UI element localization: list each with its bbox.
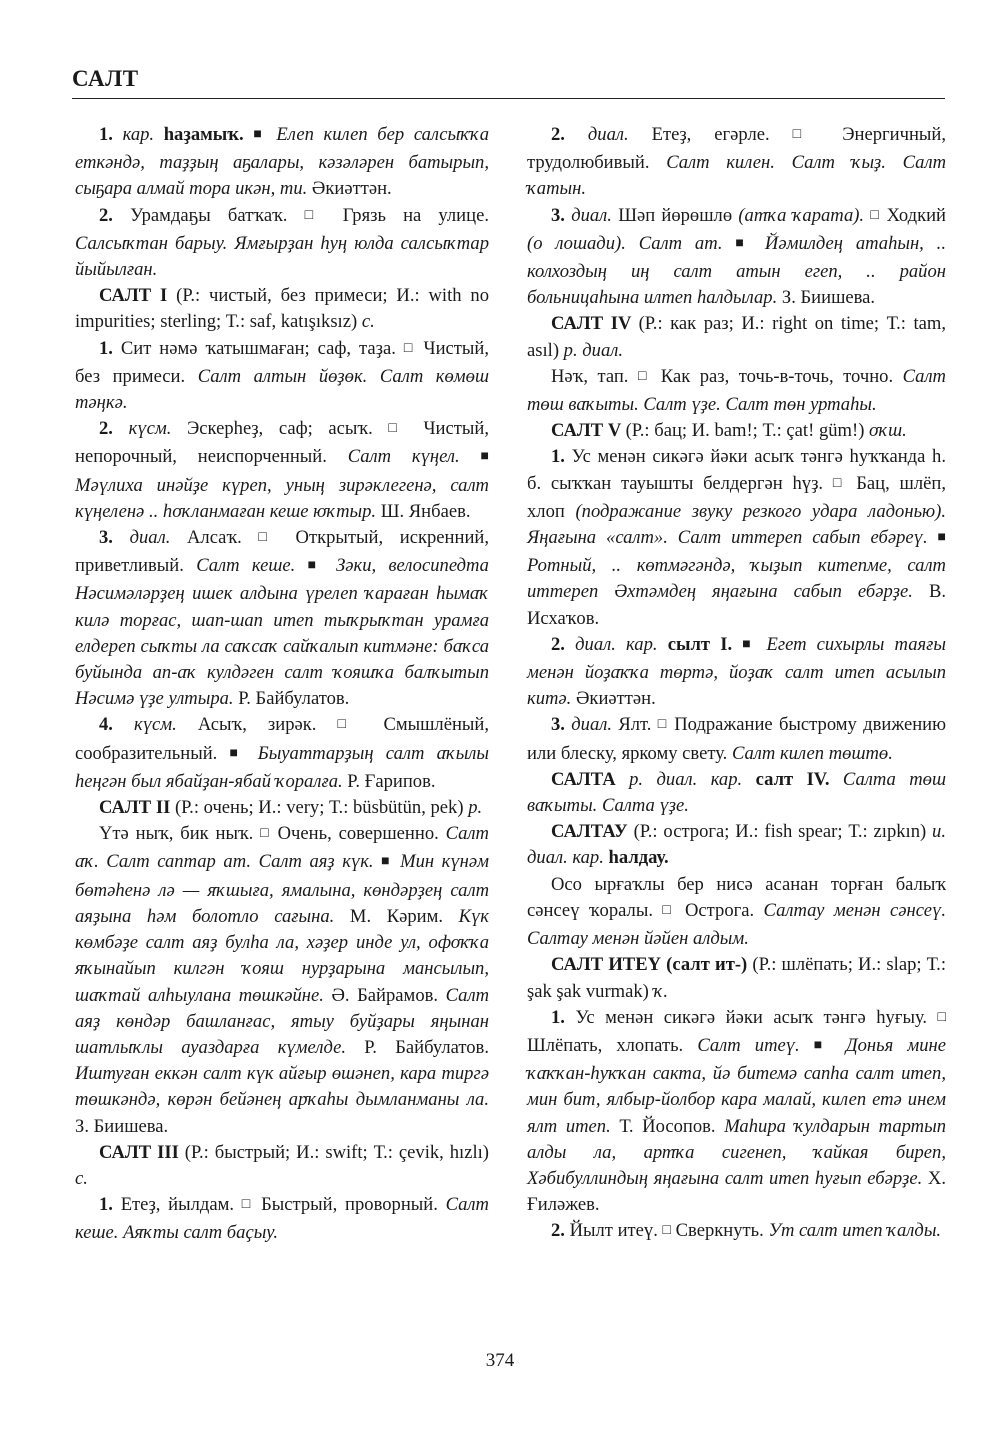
text-run: Салт аяҙ көндәр башланғас, ятыу буйҙары яңынан шатлыҡлы ауаздарға күмелде. <box>75 984 490 1058</box>
translation-marker: □ <box>662 902 676 918</box>
dictionary-paragraph <box>527 1218 946 1246</box>
text-run: Егет сихырлы таяғы менән йоҙаҡҡа төртә, йоҙаҡ салт итеп асылып китә. <box>527 633 946 710</box>
text-run: Ходкий <box>880 204 947 226</box>
text-run: Т. Йосопов. <box>619 1115 725 1137</box>
translation-marker: □ <box>241 1197 254 1213</box>
text-run: 1. <box>99 337 121 359</box>
text-run: 1. <box>551 446 572 468</box>
text-run: Салт килен. Салт ҡыҙ. Салт ҡатын. <box>527 152 946 200</box>
dictionary-paragraph <box>75 1140 489 1192</box>
text-run: Етеҙ, егәрле. <box>651 124 793 145</box>
text-run: Салсыҡтан барыу. Ямғырҙан һуң юлда салсыҡтар йыйылған. <box>75 232 489 281</box>
page-header <box>72 62 945 99</box>
text-run: В. Исхаҡов. <box>527 581 946 629</box>
text-run: САЛТАУ <box>551 821 634 843</box>
example-marker: ■ <box>381 854 393 870</box>
dictionary-paragraph <box>75 712 489 795</box>
text-run: Шәп йөрөшлө <box>618 204 739 226</box>
translation-marker: □ <box>832 475 847 491</box>
text-run: Чистый, непорочный, неиспорченный. <box>75 418 489 468</box>
dictionary-paragraph <box>75 1192 489 1246</box>
text-run: Маһира ҡулдарын тартып алды ла, артҡа сигенеп, ҡайкая биреп, Хәбибуллиндың яңағына салт итеп һуғып ебәрҙе. <box>527 1115 946 1189</box>
text-run: Острога. <box>675 899 764 921</box>
text-run: с. <box>75 1167 88 1189</box>
example-marker: ■ <box>742 636 757 652</box>
text-run: 2. <box>99 418 129 440</box>
text-run: Асыҡ, зирәк. <box>197 714 338 736</box>
page-number: 374 <box>485 1350 515 1371</box>
text-run: Р. Ғарипов. <box>347 770 436 792</box>
text-run: (о лошади). Салт ат. <box>527 232 736 254</box>
text-run: Донья мине ҡаҡҡан-һуҡҡан сакта, йә битемә сапһа салт итеп, мин бит, ялбыр-йолбор кара малай, килеп етә инем ялт итеп. <box>527 1034 946 1137</box>
text-run: Салт төш ваҡыты. Салт үҙе. Салт төн уртаһы. <box>527 365 946 416</box>
text-run: М. Кәрим. <box>349 905 459 927</box>
text-run: һаҙамыҡ. <box>163 124 254 145</box>
example-marker: ■ <box>253 127 267 142</box>
dictionary-paragraph <box>527 872 946 953</box>
dictionary-paragraph <box>75 336 489 417</box>
text-run: Салта төш ваҡыты. Салта үҙе. <box>527 768 947 817</box>
text-run: САЛТ III <box>99 1141 185 1163</box>
text-run: (Р.: очень; И.: very; Т.: büsbütün, pek) <box>174 797 469 819</box>
text-run: Ус менән сикәгә йәки асыҡ тәнгә һуҡҡанда һ. б. сыҡҡан тауышты белдергән һүҙ. <box>527 446 947 494</box>
translation-marker: □ <box>657 717 668 733</box>
text-run: р. диал. кар. <box>629 768 756 790</box>
text-run: Үтә ныҡ, бик ныҡ. <box>99 823 261 845</box>
text-run: (Р.: бац; И. bam!; Т.: çat! güm!) <box>625 420 870 442</box>
text-run: диал. <box>571 714 619 736</box>
text-run: оҡш. <box>869 420 907 442</box>
text-run: 2. <box>551 633 576 655</box>
text-run: Ялт. <box>618 714 658 736</box>
right-column <box>527 122 946 1247</box>
text-run: 1. <box>551 1006 576 1028</box>
text-run: Бац, шлёп, хлоп <box>527 472 946 522</box>
text-run: САЛТ ИТЕҮ (салт ит-) <box>551 954 753 976</box>
text-run: 1. <box>99 124 123 145</box>
text-run: (Р.: острога; И.: fish spear; Т.: zıpkın) <box>633 821 933 843</box>
text-run: р. <box>468 797 483 819</box>
text-run: 3. <box>551 714 572 736</box>
text-run: (Р.: чистый, без примеси; И.: with no impurities; sterling; Т.: saf, katışıksız) <box>75 285 489 333</box>
text-run: (Р.: шлёпать; И.: slap; Т.: şak şak vurmak) <box>527 954 946 1002</box>
text-run: диал. кар. <box>575 633 668 655</box>
dictionary-paragraph <box>527 952 946 1004</box>
text-run: Ә. Байрамов. <box>331 984 446 1006</box>
translation-marker: □ <box>662 1223 671 1239</box>
dictionary-paragraph <box>527 444 946 631</box>
translation-marker: □ <box>937 1009 946 1025</box>
example-marker: ■ <box>480 449 489 465</box>
text-run: Салт итеү. <box>697 1034 814 1056</box>
text-run: Салтау менән сәнсеү. Салтау менән йәйен алдым. <box>527 899 946 950</box>
left-column <box>75 122 489 1247</box>
text-run: Эскерһеҙ, саф; асыҡ. <box>187 418 389 440</box>
text-run: и. диал. кар. <box>527 821 946 869</box>
dictionary-paragraph <box>75 525 489 712</box>
text-run: Салт аҡ. Салт саптар ат. Салт аяҙ күк. <box>75 823 489 873</box>
translation-marker: □ <box>792 127 820 142</box>
dictionary-paragraph <box>527 418 946 444</box>
text-run: Ус менән сикәгә йәки асыҡ тәнгә һуғыу. <box>575 1006 938 1028</box>
text-run: 2. <box>99 204 131 226</box>
text-run: (атҡа ҡарата). <box>738 204 871 226</box>
text-run: салт IV. <box>755 768 843 790</box>
text-run: З. Биишева. <box>781 287 876 309</box>
text-run: диал. <box>571 204 619 226</box>
text-run: Ротный, .. көтмәгәндә, ҡыҙып китепме, салт иттереп Әхтәмдең яңағына сабып ебәрҙе. <box>527 555 946 603</box>
text-run: (Р.: как раз; И.: right on time; Т.: tam, asıl) <box>527 313 946 361</box>
text-run: Х. Ғиләжев. <box>527 1167 946 1216</box>
text-run: Смышлёный, сообразительный. <box>75 714 490 764</box>
translation-marker: □ <box>337 717 363 733</box>
text-run: 2. <box>551 124 588 145</box>
text-run: диал. <box>129 527 187 549</box>
text-run: Осо ырғаҡлы бер нисә асанан торған балыҡ сәнсеү ҡоралы. <box>527 873 946 921</box>
text-run: Әкиәттән. <box>575 688 656 710</box>
text-run: Чистый, без примеси. <box>75 337 490 387</box>
dictionary-paragraph <box>527 632 946 713</box>
text-run: күсм. <box>134 714 198 736</box>
translation-marker: □ <box>388 421 408 437</box>
dictionary-paragraph <box>527 203 946 312</box>
dictionary-paragraph <box>75 795 489 821</box>
dictionary-paragraph <box>527 122 946 203</box>
text-run: САЛТ IV <box>551 313 639 335</box>
text-run: Открытый, искренний, приветливый. <box>75 527 489 577</box>
example-marker: ■ <box>813 1037 832 1053</box>
text-run: Сит нәмә ҡатышмаған; саф, таҙа. <box>120 337 404 359</box>
text-run: Иштуған еккән салт күк айғыр өшәнеп, кара тиргә төшкәндә, көрән бейәнең арҡаһы дымланманы ла. <box>75 1063 489 1111</box>
dictionary-paragraph <box>75 416 489 525</box>
dictionary-paragraph <box>75 821 489 1139</box>
dictionary-paragraph <box>527 1005 946 1219</box>
text-run: Салт килеп төштө. <box>731 742 893 764</box>
text-run: САЛТ V <box>551 420 626 442</box>
text-run: Салт күңел. <box>347 446 481 468</box>
text-run: Елеп килеп бер салсыҡҡа еткәндә, таҙҙың аҕалары, кәзәләрен батырып, сыҕара алмай тора икән, ти. <box>75 124 489 200</box>
text-run: Мәүлиха инәйҙе күреп, уның зирәклегенә, салт күңеленә .. һоҡланмаған кеше юҡтыр. <box>75 474 489 522</box>
text-run: ҡ. <box>653 980 668 1002</box>
text-run: һалдау. <box>608 847 669 869</box>
text-run: р. диал. <box>563 339 624 361</box>
text-run: Быстрый, проворный. <box>253 1194 446 1216</box>
text-run: Йәмилдең атаһын, .. колхоздың иң салт атын егеп, .. район больницаһына илтеп һалдылар. <box>527 232 946 309</box>
text-run: Подражание быстрому движению или блеску, яркому свету. <box>527 714 946 764</box>
dictionary-paragraph <box>527 311 946 363</box>
dictionary-paragraph <box>527 819 946 871</box>
text-run: күсм. <box>128 418 187 440</box>
text-run: Зәки, велосипедта Нәсимәләрҙең ишек алдына үрелеп ҡараған һымаҡ килә торғас, шап-шап итеп тыҡрыҡтан урамға елдереп сыҡты ла саҡсаҡ сайҡалып китмәне: баҡса буйында ап-аҡ кулдәген салт ҡояшҡа балҡытып Нәсимә үҙе ултыра. <box>75 555 489 710</box>
dictionary-paragraph <box>75 203 489 284</box>
translation-marker: □ <box>258 530 279 546</box>
text-run: Йылт итеү. <box>569 1220 663 1242</box>
translation-marker: □ <box>637 368 652 384</box>
example-marker: ■ <box>735 235 753 251</box>
text-run: 4. <box>99 714 135 736</box>
dictionary-paragraph <box>527 767 946 819</box>
translation-marker: □ <box>304 207 326 223</box>
running-headword: САЛТ <box>72 66 139 91</box>
text-run: САЛТА <box>551 768 630 790</box>
text-run: 2. <box>551 1220 570 1242</box>
translation-marker: □ <box>870 207 881 223</box>
text-run: Ут салт итеп ҡалды. <box>768 1220 942 1242</box>
text-run: Салт кеше. <box>196 555 308 577</box>
dictionary-paragraph <box>75 122 489 203</box>
text-run: Етеҙ, йылдам. <box>120 1194 242 1216</box>
text-run: Урамдаҕы батҡаҡ. <box>130 204 305 226</box>
text-run: Быуаттарҙың салт аҡылы һеңгән был ябайҙан-ябай ҡоралға. <box>75 742 489 792</box>
text-run: Очень, совершенно. <box>270 823 446 845</box>
text-run: Алсаҡ. <box>187 527 259 549</box>
example-marker: ■ <box>937 530 946 546</box>
text-run: Энергичный, трудолюбивый. <box>527 124 946 174</box>
text-run: Күк көмбәҙе салт аяҙ булһа ла, хәҙер инде ул, офоҡҡа яҡынайып килгән ҡояш нурҙарына мансылып, шаҡтай алһыулана төшкәйне. <box>75 905 489 1006</box>
text-run: 3. <box>99 527 130 549</box>
text-run: сылт I. <box>667 633 743 655</box>
text-run: Мин күнәм бөтәһенә лә — яҡшыға, ямалына, көндәрҙең салт аяҙына һәм болотло сағына. <box>75 851 489 927</box>
text-run: (Р.: быстрый; И.: swift; Т.: çevik, hızlı) <box>184 1141 489 1163</box>
translation-marker: □ <box>403 340 416 356</box>
text-run: Ш. Янбаев. <box>380 500 471 522</box>
text-run: с. <box>361 311 375 333</box>
text-run: САЛТ II <box>99 797 175 819</box>
text-run: Р. Байбулатов. <box>238 688 350 710</box>
text-run: Как раз, точь-в-точь, точно. <box>651 365 903 387</box>
text-run: САЛТ I <box>99 285 177 307</box>
text-run: З. Биишева. <box>75 1115 169 1137</box>
example-marker: ■ <box>307 558 324 574</box>
text-run: Салт алтын йөҙөк. Салт көмөш тәңкә. <box>75 365 489 414</box>
text-run: 3. <box>551 204 572 226</box>
text-run: кар. <box>122 124 164 145</box>
dictionary-paragraph <box>75 283 489 335</box>
example-marker: ■ <box>229 745 246 761</box>
text-run: (подражание звуку резкого удара ладонью). Яңағына «салт». Салт иттереп сабып ебәреү. <box>527 500 946 549</box>
text-run: Шлёпать, хлопать. <box>527 1034 698 1056</box>
text-run: диал. <box>587 124 652 145</box>
text-run: Әкиәттән. <box>311 178 392 200</box>
text-run: Салт кеше. Аяҡты салт баҫыу. <box>75 1194 489 1244</box>
text-run: 1. <box>99 1194 121 1216</box>
text-run: Грязь на улице. <box>325 204 489 226</box>
text-run: Нәҡ, тап. <box>551 365 638 387</box>
dictionary-paragraph <box>527 364 946 418</box>
text-run: Сверкнуть. <box>670 1220 769 1242</box>
translation-marker: □ <box>260 826 271 842</box>
text-run: Р. Байбулатов. <box>364 1036 489 1058</box>
dictionary-paragraph <box>527 712 946 766</box>
